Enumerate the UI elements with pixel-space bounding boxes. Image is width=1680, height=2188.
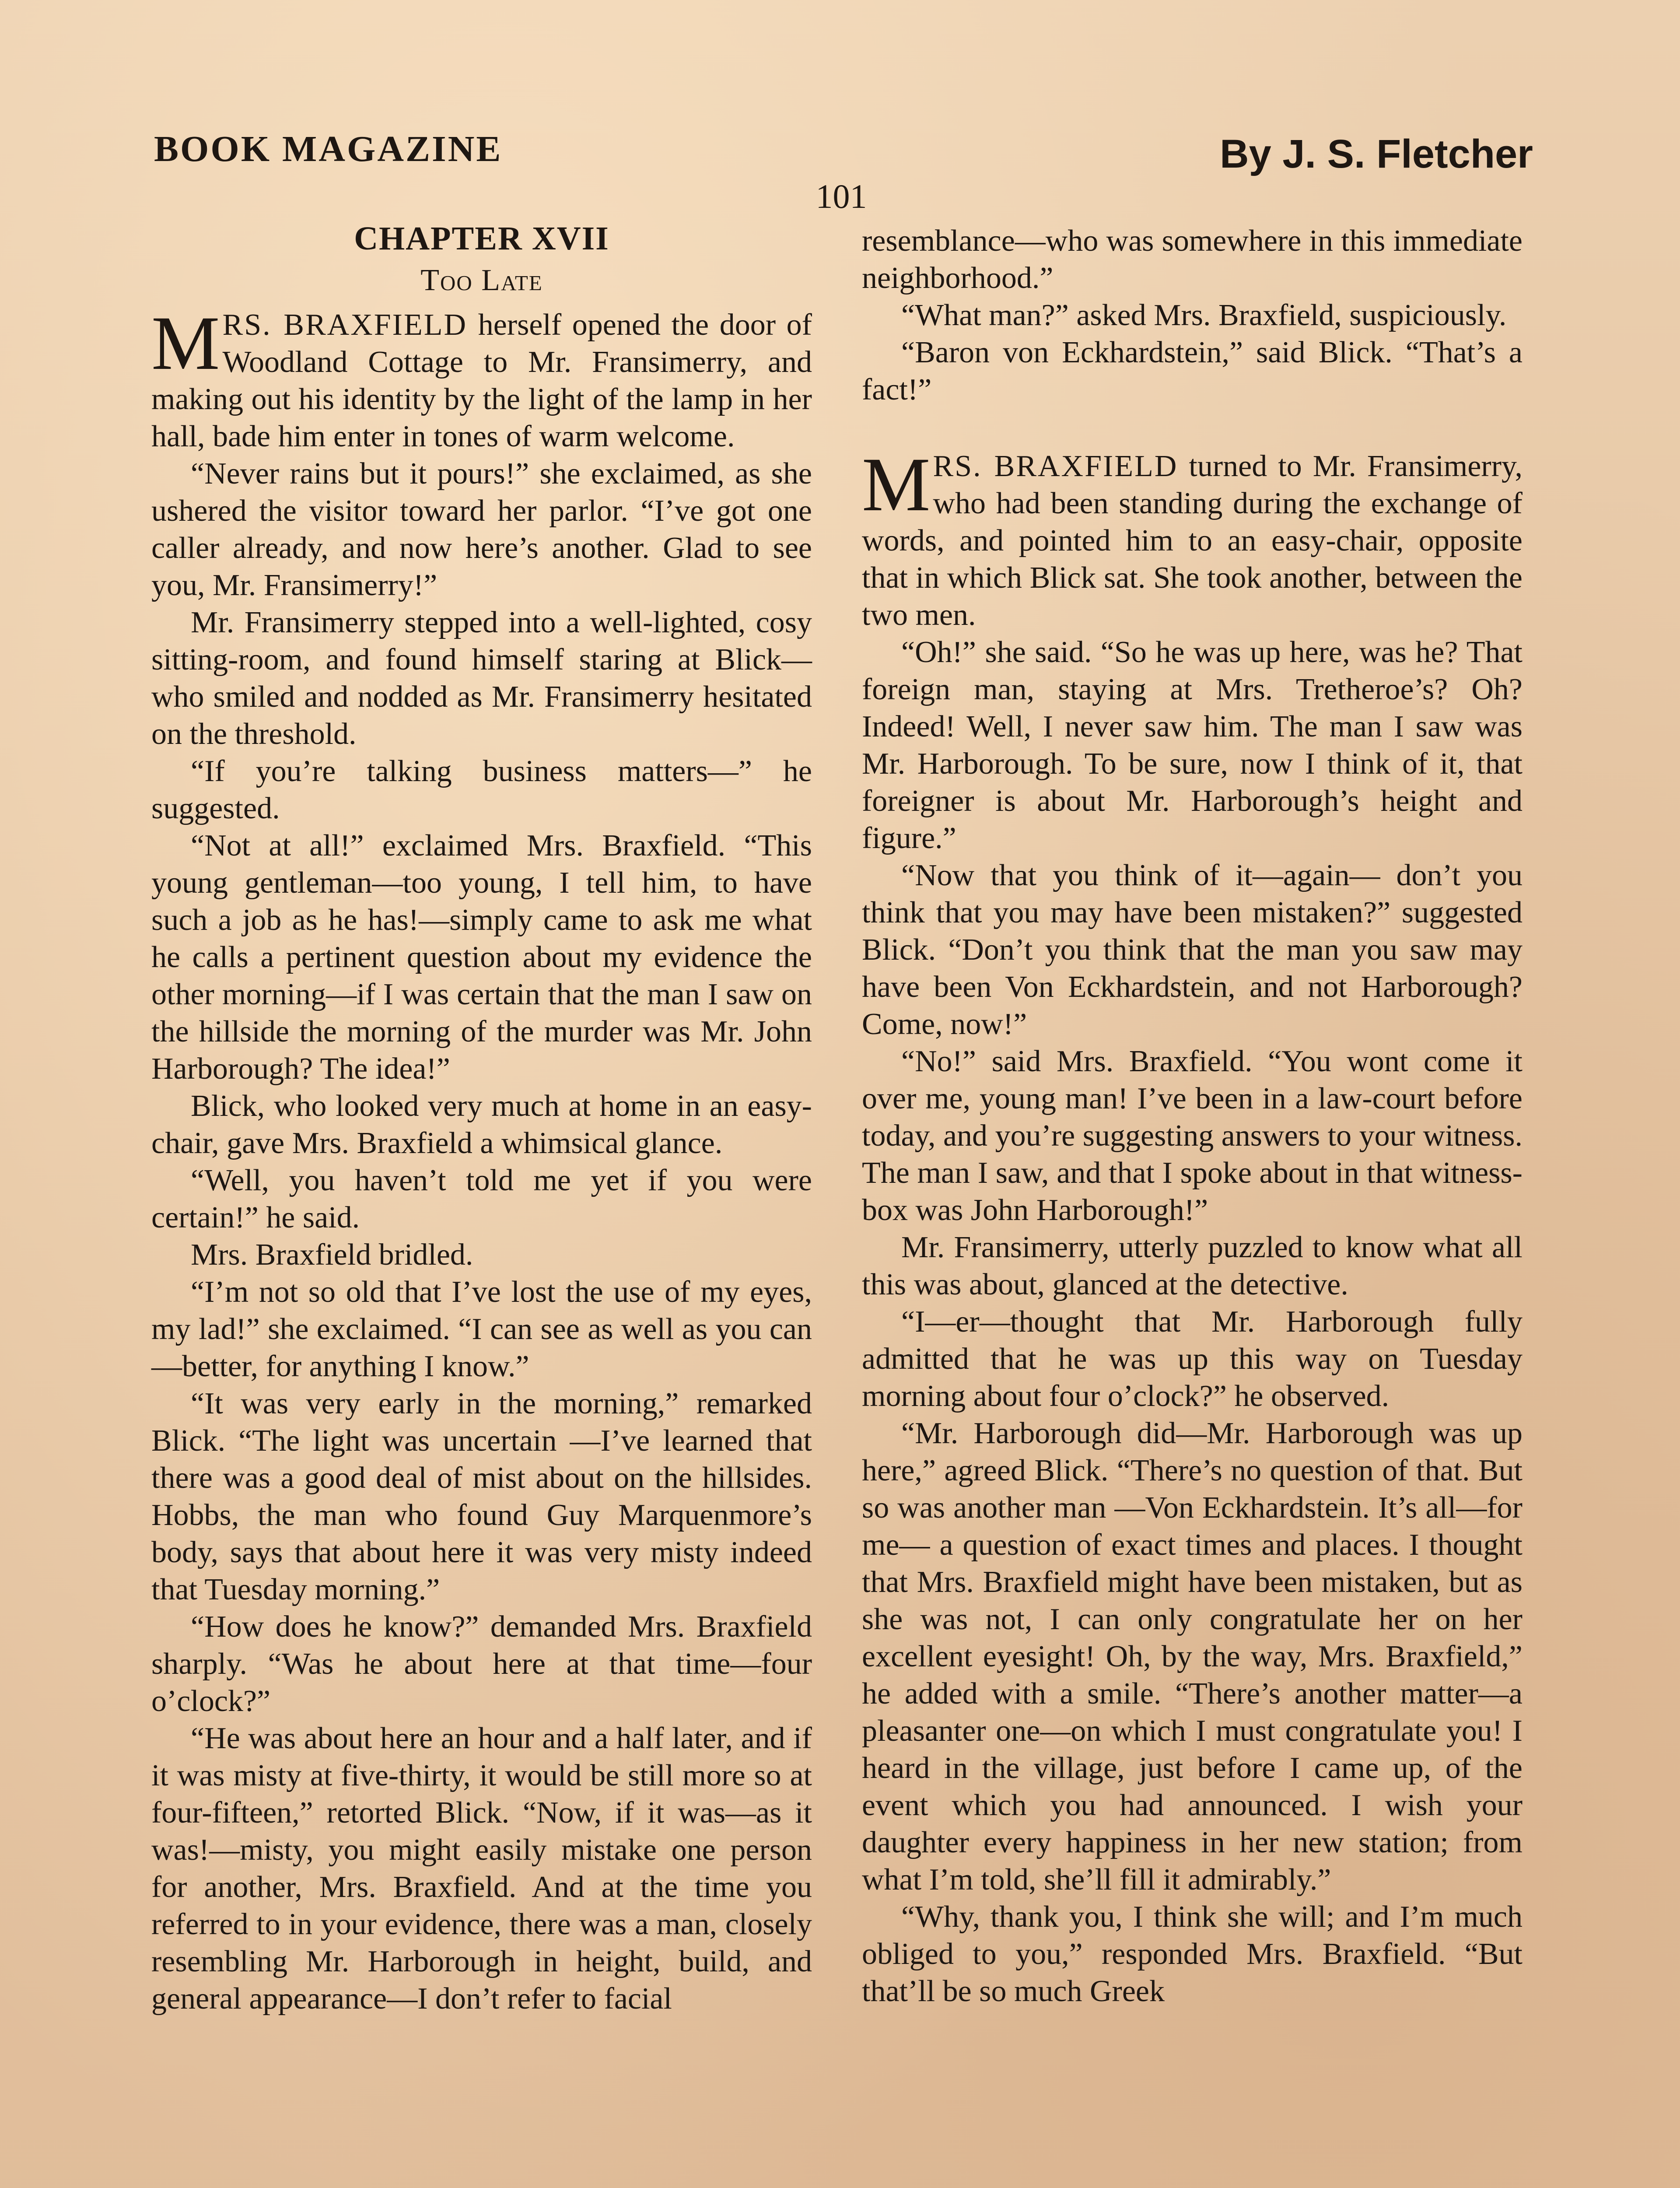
paragraph: “Baron von Eckhardstein,” said Blick. “That’s a fact!” (862, 336, 1522, 407)
paragraph-text: turned to Mr. Fransimerry, who had been standing during the exchange of words, and pointed him to an easy-chair, opposite that in which Blick sat. She took another, between the two men. (862, 449, 1522, 632)
paragraph: “Not at all!” exclaimed Mrs. Braxfield. “This young gentleman—too young, I tell him, to have such a job as he has!—simply came to ask me what he calls a pertinent question about my evidence the other morning—if I was certain that the man I saw on the hillside the morning of the murder was Mr. John Harborough? The idea!” (151, 829, 812, 1086)
paragraph: “Never rains but it pours!” she exclaimed, as she ushered the visitor toward her parlor. “I’ve got one caller already, and now here’s another. Glad to see you, Mr. Fransimerry!” (151, 457, 812, 602)
small-caps-lead: RS. BRAXFIELD (222, 308, 468, 342)
right-column (862, 222, 1522, 2010)
paragraph: “He was about here an hour and a half later, and if it was misty at five-thirty, it would be still more so at four-fifteen,” retorted Blick. “Now, if it was—as it was!—misty, you might easily mistake one person for another, Mrs. Braxfield. And at the time you referred to in your evidence, there was a man, closely resembling Mr. Harborough in height, build, and general appearance—I don’t refer to facial (151, 1722, 812, 2016)
running-header-author: By J. S. Fletcher (1220, 132, 1533, 176)
paragraph: “Oh!” she said. “So he was up here, was he? That foreign man, staying at Mrs. Tretheroe’s? Oh? Indeed! Well, I never saw him. The man I saw was Mr. Harborough. To be sure, now I think of it, that foreigner is about Mr. Harborough’s height and figure.” (862, 635, 1522, 855)
small-caps-lead: RS. BRAXFIELD (933, 449, 1178, 483)
paragraph: “Mr. Harborough did—Mr. Harborough was up here,” agreed Blick. “There’s no question of that. But so was another man —Von Eckhardstein. It’s all—for me— a question of exact times and places. I thought that Mrs. Braxfield might have been mistaken, but as she was not, I can only congratulate her on her excellent eyesight! Oh, by the way, Mrs. Braxfield,” he added with a smile. “There’s another matter—a pleasanter one—on which I must congratulate you! I heard in the village, just before I came up, of the event which you had announced. I wish your daughter every happiness in her new station; from what I’m told, she’ll fill it admirably.” (862, 1417, 1522, 1897)
paragraph: “Now that you think of it—again— don’t you think that you may have been mistaken?” suggested Blick. “Don’t you think that the man you saw may have been Von Eckhardstein, and not Harborough? Come, now!” (862, 859, 1522, 1041)
chapter-title: CHAPTER XVII (354, 220, 609, 257)
paragraph: “How does he know?” demanded Mrs. Braxfield sharply. “Was he about here at that time—four o’clock?” (151, 1610, 812, 1718)
paragraph: “I—er—thought that Mr. Harborough fully admitted that he was up this way on Tuesday morning about four o’clock?” he observed. (862, 1305, 1522, 1413)
paragraph: Blick, who looked very much at home in an easy-chair, gave Mrs. Braxfield a whimsical glance. (151, 1089, 812, 1160)
paragraph: resemblance—who was somewhere in this immediate neighborhood.” (862, 224, 1522, 295)
page-number: 101 (816, 177, 867, 215)
running-header-magazine: BOOK MAGAZINE (154, 129, 503, 169)
chapter-subtitle: Too Late (420, 263, 543, 297)
paragraph: “It was very early in the morning,” remarked Blick. “The light was uncertain —I’ve learned that there was a good deal of mist about on the hillsides. Hobbs, the man who found Guy Marquenmore’s body, says that about here it was very misty indeed that Tuesday morning.” (151, 1387, 812, 1606)
paragraph: Mrs. Braxfield bridled. (191, 1238, 473, 1272)
paragraph: “What man?” asked Mrs. Braxfield, suspiciously. (901, 298, 1507, 332)
paragraph: Mr. Fransimerry, utterly puzzled to know what all this was about, glanced at the detective. (862, 1231, 1522, 1301)
drop-cap: M (862, 442, 931, 527)
paragraph: Mr. Fransimerry stepped into a well-lighted, cosy sitting-room, and found himself staring at Blick—who smiled and nodded as Mr. Fransimerry hesitated on the threshold. (151, 606, 812, 751)
paragraph: “No!” said Mrs. Braxfield. “You wont come it over me, young man! I’ve been in a law-court before today, and you’re suggesting answers to your witness. The man I saw, and that I spoke about in that witness-box was John Harborough!” (862, 1045, 1522, 1227)
paragraph: “Well, you haven’t told me yet if you were certain!” he said. (151, 1164, 812, 1234)
paragraph (151, 301, 812, 455)
paragraph: “If you’re talking business matters—” he suggested. (151, 754, 812, 825)
paragraph: “Why, thank you, I think she will; and I’m much obliged to you,” responded Mrs. Braxfield. “But that’ll be so much Greek (862, 1900, 1522, 2008)
drop-cap: M (151, 301, 220, 386)
paragraph-text: herself opened the door of Woodland Cottage to Mr. Fransimerry, and making out his identity by the light of the lamp in her hall, bade him enter in tones of warm welcome. (151, 308, 812, 453)
section-break (862, 408, 1522, 448)
left-column (151, 219, 812, 2017)
paragraph (862, 442, 1522, 634)
paragraph: “I’m not so old that I’ve lost the use of my eyes, my lad!” she exclaimed. “I can see as well as you can—better, for anything I know.” (151, 1275, 812, 1383)
